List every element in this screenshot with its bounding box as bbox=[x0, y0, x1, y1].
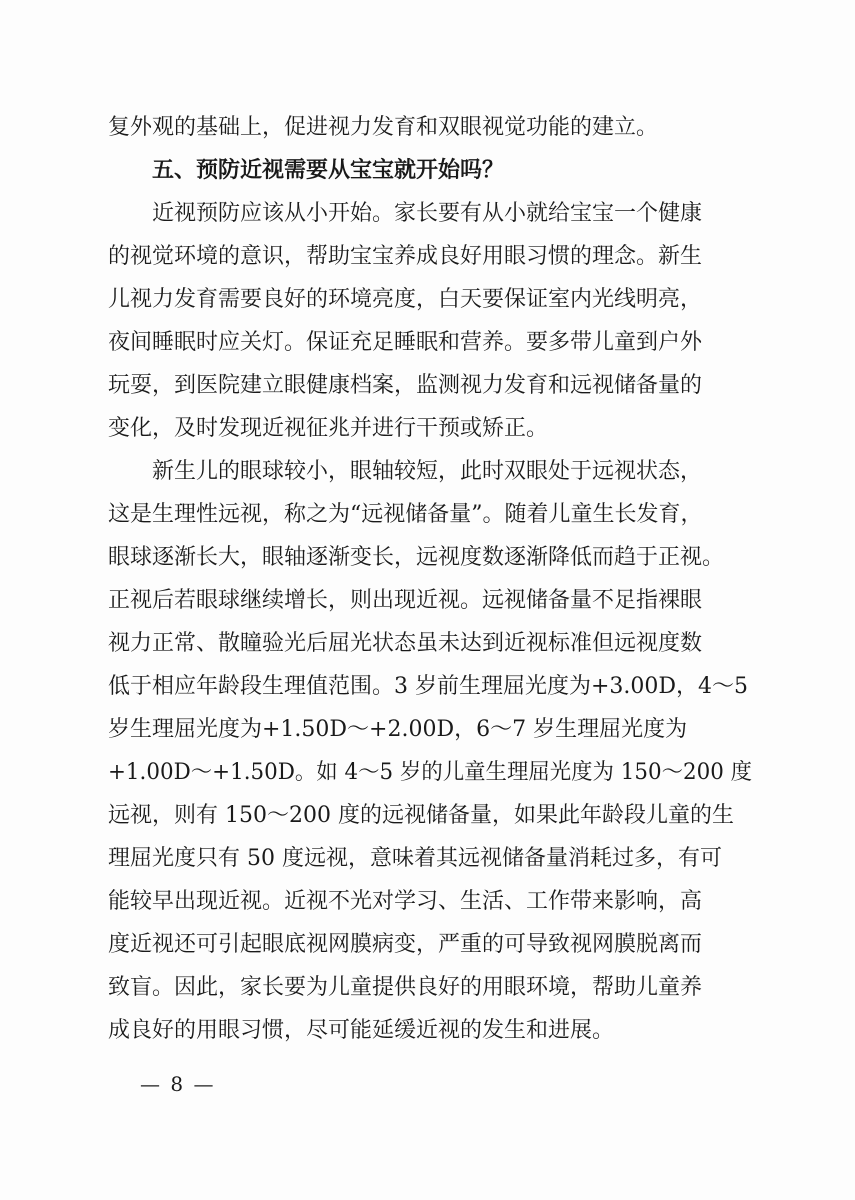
paragraph-line: 理屈光度只有 50 度远视，意味着其远视储备量消耗过多，有可 bbox=[108, 846, 722, 871]
section-heading: 五、预防近视需要从宝宝就开始吗？ bbox=[152, 158, 505, 183]
paragraph-line: 玩耍，到医院建立眼健康档案，监测视力发育和远视储备量的 bbox=[108, 373, 703, 398]
paragraph-line: 变化，及时发现近视征兆并进行干预或矫正。 bbox=[108, 416, 549, 441]
paragraph-line: 近视预防应该从小开始。家长要有从小就给宝宝一个健康 bbox=[152, 201, 703, 226]
paragraph-line: 眼球逐渐长大，眼轴逐渐变长，远视度数逐渐降低而趋于正视。 bbox=[108, 545, 725, 570]
paragraph-line: 视力正常、散瞳验光后屈光状态虽未达到近视标准但远视度数 bbox=[108, 631, 703, 656]
paragraph-line: 成良好的用眼习惯，尽可能延缓近视的发生和进展。 bbox=[108, 1018, 615, 1043]
page-number: — 8 — bbox=[140, 1072, 216, 1096]
paragraph-line: 能较早出现近视。近视不光对学习、生活、工作带来影响，高 bbox=[108, 889, 703, 914]
paragraph-line: 儿视力发育需要良好的环境亮度，白天要保证室内光线明亮， bbox=[108, 287, 703, 312]
paragraph-line: 的视觉环境的意识，帮助宝宝养成良好用眼习惯的理念。新生 bbox=[108, 244, 703, 269]
paragraph-line: 这是生理性远视，称之为“远视储备量”。随着儿童生长发育， bbox=[108, 502, 703, 527]
paragraph-line: 度近视还可引起眼底视网膜病变，严重的可导致视网膜脱离而 bbox=[108, 932, 703, 957]
paragraph-line: 低于相应年龄段生理值范围。3 岁前生理屈光度为+3.00D，4～5 bbox=[108, 674, 749, 699]
paragraph-line: 正视后若眼球继续增长，则出现近视。远视储备量不足指裸眼 bbox=[108, 588, 703, 613]
paragraph-line: +1.00D～+1.50D。如 4～5 岁的儿童生理屈光度为 150～200 度 bbox=[108, 760, 753, 785]
paragraph-line: 致盲。因此，家长要为儿童提供良好的用眼环境，帮助儿童养 bbox=[108, 975, 703, 1000]
paragraph-line: 新生儿的眼球较小，眼轴较短，此时双眼处于远视状态， bbox=[152, 459, 703, 484]
paragraph-line: 远视，则有 150～200 度的远视储备量，如果此年龄段儿童的生 bbox=[108, 803, 734, 828]
paragraph-line: 复外观的基础上，促进视力发育和双眼视觉功能的建立。 bbox=[108, 115, 659, 140]
paragraph-line: 夜间睡眠时应关灯。保证充足睡眠和营养。要多带儿童到户外 bbox=[108, 330, 703, 355]
paragraph-line: 岁生理屈光度为+1.50D～+2.00D，6～7 岁生理屈光度为 bbox=[108, 717, 688, 742]
